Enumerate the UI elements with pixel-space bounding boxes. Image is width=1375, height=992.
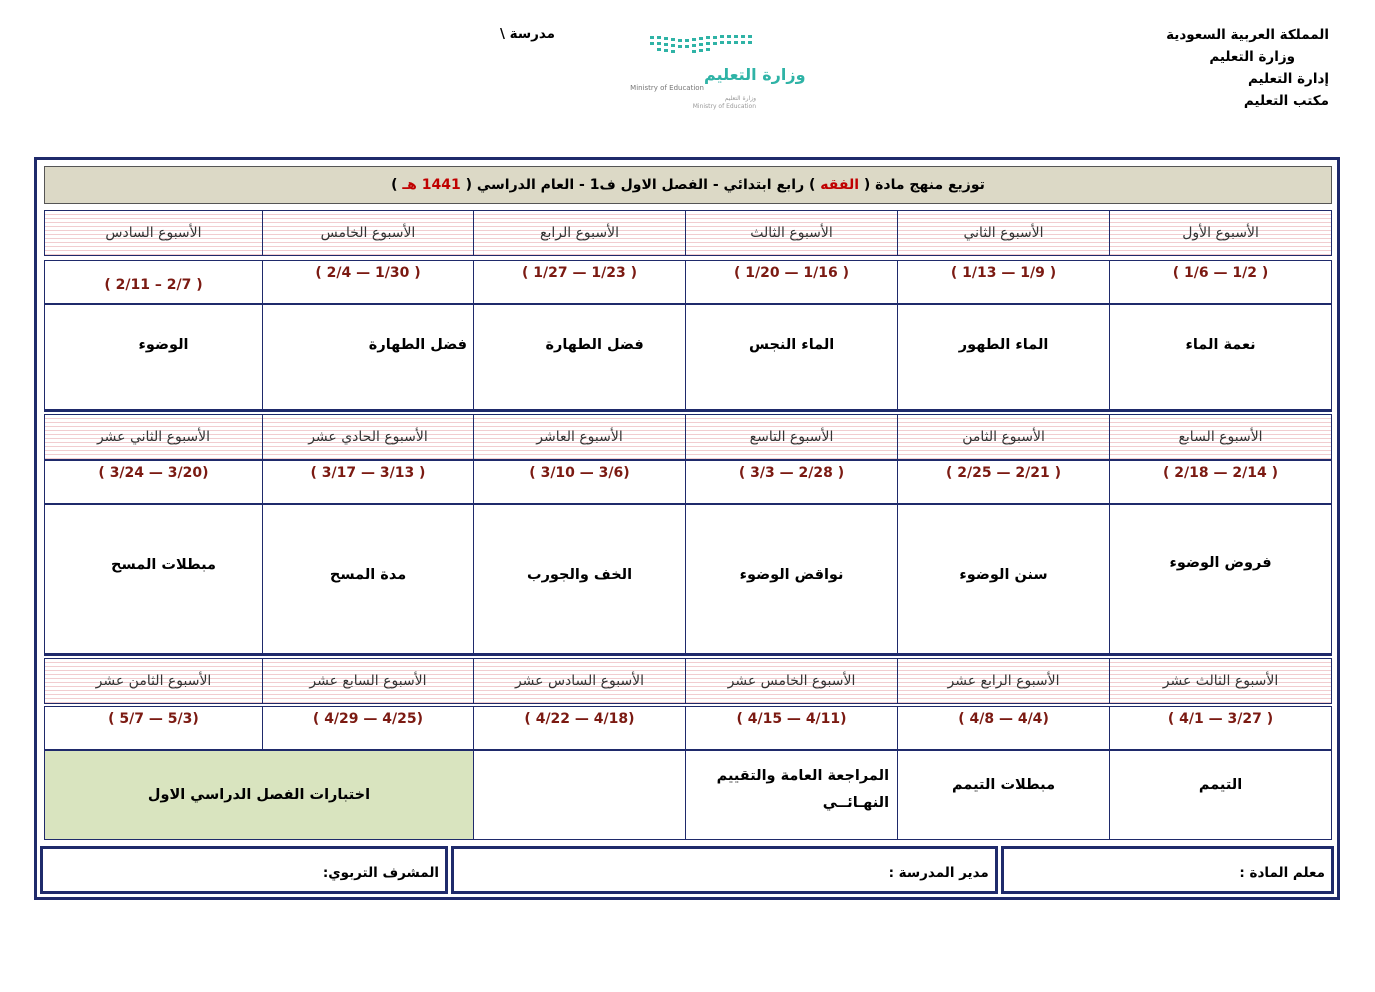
week-cell: الأسبوع السابع عشر bbox=[262, 658, 473, 704]
topic-row bbox=[44, 504, 1332, 654]
date-cell: (4/18 — 4/22 ) bbox=[473, 706, 685, 750]
week-cell: الأسبوع الثامن عشر bbox=[44, 658, 262, 704]
week-cell: الأسبوع الثالث bbox=[685, 210, 897, 256]
topic-row bbox=[44, 304, 1332, 412]
topic-row bbox=[44, 750, 1332, 840]
week-header-row bbox=[44, 210, 1332, 256]
title-prefix: توزيع منهج مادة ( bbox=[863, 177, 985, 193]
curriculum-table-frame bbox=[34, 157, 1340, 900]
date-cell: ( 1/2 — 1/6 ) bbox=[1109, 260, 1332, 304]
topic-cell: فروض الوضوء bbox=[1109, 504, 1332, 654]
week-cell: الأسبوع الثالث عشر bbox=[1109, 658, 1332, 704]
date-cell: (3/20 — 3/24 ) bbox=[44, 460, 262, 504]
week-cell: الأسبوع الخامس عشر bbox=[685, 658, 897, 704]
date-row bbox=[44, 706, 1332, 750]
week-cell: الأسبوع الخامس bbox=[262, 210, 473, 256]
topic-cell: الماء النجس bbox=[685, 304, 897, 412]
date-cell: ( 1/30 — 2/4 ) bbox=[262, 260, 473, 304]
svg-text:Ministry of Education: Ministry of Education bbox=[630, 84, 704, 92]
header-line-directorate: إدارة التعليم bbox=[1247, 71, 1329, 87]
academic-year: 1441 هـ bbox=[402, 177, 461, 193]
topic-cell: سنن الوضوء bbox=[897, 504, 1109, 654]
date-cell: (5/3 — 5/7 ) bbox=[44, 706, 262, 750]
svg-text:وزارة التعليم: وزارة التعليم bbox=[704, 65, 806, 84]
week-cell: الأسبوع الثاني bbox=[897, 210, 1109, 256]
week-cell: الأسبوع الأول bbox=[1109, 210, 1332, 256]
topic-cell: الخف والجورب bbox=[473, 504, 685, 654]
week-cell: الأسبوع الثاني عشر bbox=[44, 414, 262, 460]
week-cell: الأسبوع التاسع bbox=[685, 414, 897, 460]
topic-cell: نواقض الوضوء bbox=[685, 504, 897, 654]
week-header-row bbox=[44, 658, 1332, 704]
week-header-row bbox=[44, 414, 1332, 460]
subject-teacher-field: معلم المادة : bbox=[1001, 846, 1334, 894]
header-line-office: مكتب التعليم bbox=[1243, 93, 1329, 109]
principal-field: مدير المدرسة : bbox=[451, 846, 998, 894]
date-cell: ( 2/7 – 2/11 ) bbox=[44, 260, 262, 304]
topic-cell: مبطلات التيمم bbox=[897, 750, 1109, 840]
week-cell: الأسبوع الرابع عشر bbox=[897, 658, 1109, 704]
topic-cell: مبطلات المسح bbox=[44, 504, 262, 654]
date-cell: (4/4 — 4/8 ) bbox=[897, 706, 1109, 750]
week-cell: الأسبوع السادس bbox=[44, 210, 262, 256]
week-cell: الأسبوع الرابع bbox=[473, 210, 685, 256]
exams-cell: اختبارات الفصل الدراسي الاول bbox=[44, 750, 473, 840]
date-row bbox=[44, 460, 1332, 504]
topic-cell: نعمة الماء bbox=[1109, 304, 1332, 412]
week-cell: الأسبوع الحادي عشر bbox=[262, 414, 473, 460]
topic-cell: الوضوء bbox=[44, 304, 262, 412]
date-cell: (4/25 — 4/29 ) bbox=[262, 706, 473, 750]
date-cell: (3/6 — 3/10 ) bbox=[473, 460, 685, 504]
svg-text:وزارة التعليم: وزارة التعليم bbox=[724, 95, 756, 102]
week-cell: الأسبوع الثامن bbox=[897, 414, 1109, 460]
topic-cell: المراجعة العامة والتقييم النهـائــي bbox=[685, 750, 897, 840]
ministry-logo-icon bbox=[596, 30, 806, 114]
subject-name: الفقه bbox=[820, 177, 859, 193]
week-cell: الأسبوع العاشر bbox=[473, 414, 685, 460]
week-cell: الأسبوع السادس عشر bbox=[473, 658, 685, 704]
date-cell: ( 1/9 — 1/13 ) bbox=[897, 260, 1109, 304]
topic-cell: فضل الطهارة bbox=[473, 304, 685, 412]
header-line-ministry: وزارة التعليم bbox=[1209, 49, 1295, 65]
school-label: مدرسة \ bbox=[500, 26, 556, 42]
svg-text:Ministry of Education: Ministry of Education bbox=[692, 103, 756, 110]
date-cell: ( 1/23 — 1/27 ) bbox=[473, 260, 685, 304]
topic-cell-empty bbox=[473, 750, 685, 840]
date-cell: ( 3/27 — 4/1 ) bbox=[1109, 706, 1332, 750]
topic-cell: فضل الطهارة bbox=[262, 304, 473, 412]
signatures-row bbox=[40, 846, 1334, 894]
header-line-country: المملكة العربية السعودية bbox=[1166, 27, 1329, 43]
topic-cell: التيمم bbox=[1109, 750, 1332, 840]
date-cell: ( 2/21 — 2/25 ) bbox=[897, 460, 1109, 504]
date-cell: ( 2/14 — 2/18 ) bbox=[1109, 460, 1332, 504]
title-middle: ) رابع ابتدائي - الفصل الاول ف1 - العام الدراسي ( bbox=[465, 177, 816, 193]
topic-cell: مدة المسح bbox=[262, 504, 473, 654]
block-divider bbox=[44, 653, 1332, 656]
date-cell: (4/11 — 4/15 ) bbox=[685, 706, 897, 750]
date-cell: ( 3/13 — 3/17 ) bbox=[262, 460, 473, 504]
date-row bbox=[44, 260, 1332, 304]
ministry-header bbox=[1109, 24, 1329, 112]
topic-cell: الماء الطهور bbox=[897, 304, 1109, 412]
supervisor-field: المشرف التربوي: bbox=[40, 846, 448, 894]
date-cell: ( 1/16 — 1/20 ) bbox=[685, 260, 897, 304]
week-cell: الأسبوع السابع bbox=[1109, 414, 1332, 460]
date-cell: ( 2/28 — 3/3 ) bbox=[685, 460, 897, 504]
table-title bbox=[44, 166, 1332, 204]
block-divider bbox=[44, 409, 1332, 412]
title-suffix: ) bbox=[391, 177, 398, 193]
